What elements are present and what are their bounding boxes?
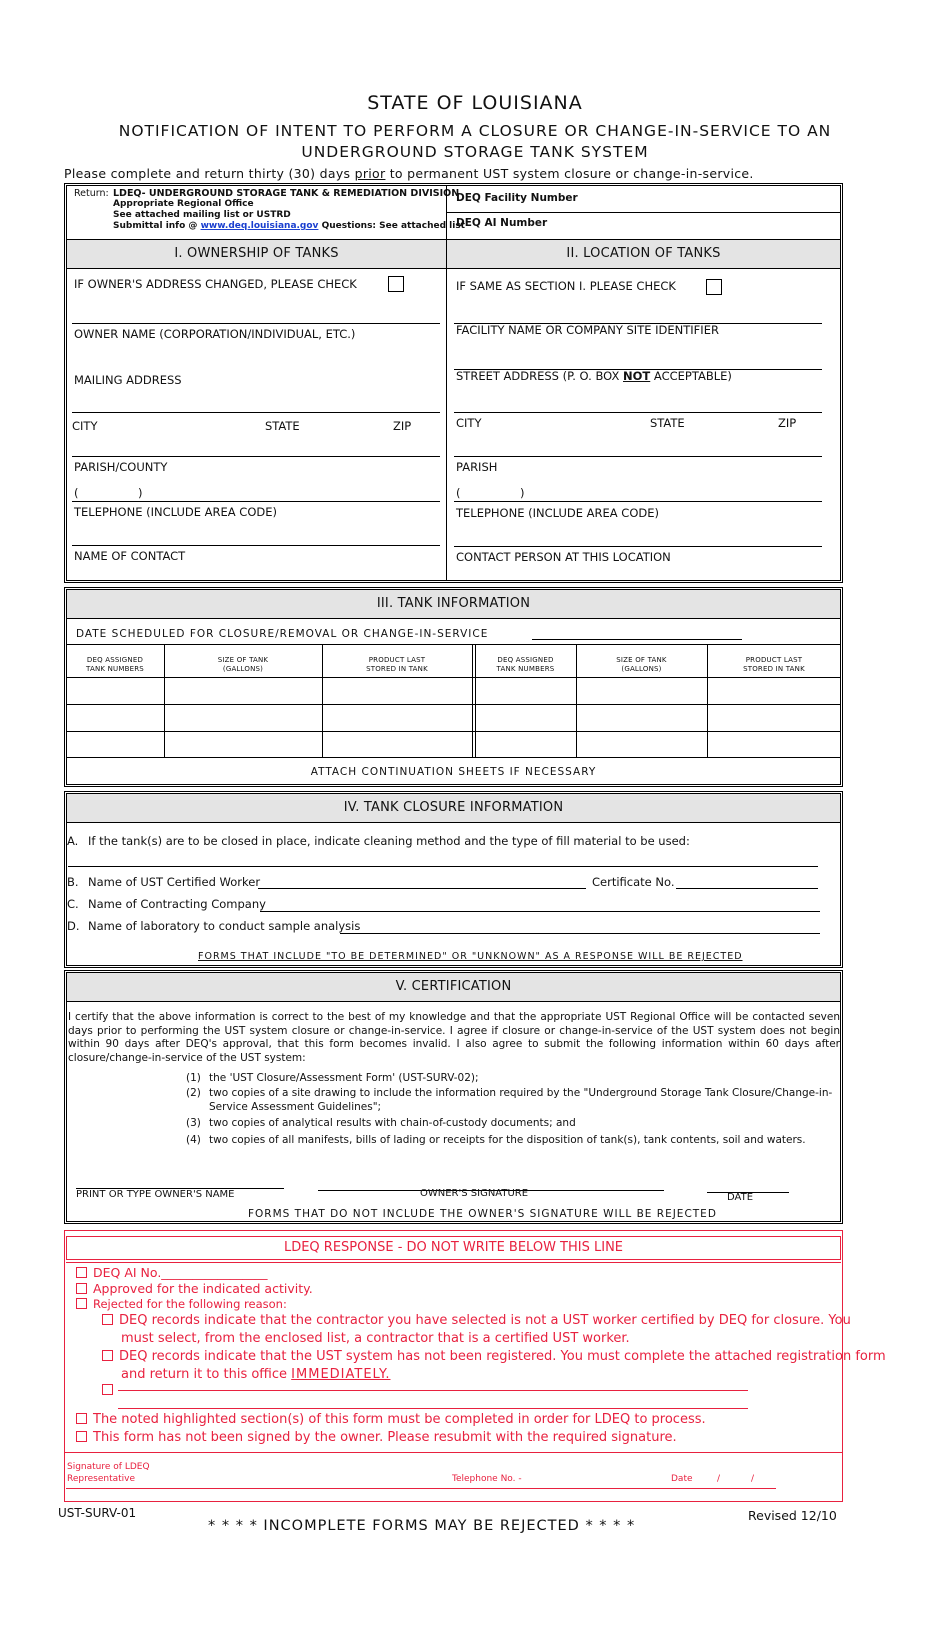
- ldeq-ai-checkbox[interactable]: [76, 1267, 87, 1278]
- street-address-label: [456, 369, 732, 383]
- ldeq-date-slash1: /: [717, 1474, 721, 1484]
- deq-facility-number-label: DEQ Facility Number: [456, 192, 578, 204]
- continuation-note: ATTACH CONTINUATION SHEETS IF NECESSARY: [310, 766, 597, 778]
- ldeq-not-signed: [76, 1430, 677, 1445]
- facility-name-label: FACILITY NAME OR COMPANY SITE IDENTIFIER: [456, 323, 719, 337]
- tbd-rejection-note: FORMS THAT INCLUDE "TO BE DETERMINED" OR "UNKNOWN" AS A RESPONSE WILL BE REJECTED: [198, 951, 743, 962]
- cert-item1: the 'UST Closure/Assessment Form' (UST-SURV-02);: [209, 1072, 479, 1084]
- cert-item2a: two copies of a site drawing to include the information required by the "Underground Storage Tank Closure/Change-in-: [209, 1087, 833, 1099]
- ldeq-not-signed-text: This form has not been signed by the owner. Please resubmit with the required signature.: [93, 1430, 677, 1445]
- street-address-not: NOT: [623, 369, 651, 383]
- section4-heading: IV. TANK CLOSURE INFORMATION: [66, 793, 841, 823]
- ldeq-reason2: [102, 1349, 886, 1364]
- col-size-left: [164, 656, 322, 674]
- cert-item4-num: (4): [186, 1134, 201, 1146]
- ldeq-highlighted: [76, 1412, 706, 1427]
- ldeq-ai-number: [76, 1265, 268, 1280]
- ldeq-reason3-checkbox[interactable]: [102, 1384, 113, 1395]
- street-address-pre: STREET ADDRESS (P. O. BOX: [456, 369, 620, 383]
- cert-item2-num: (2): [186, 1087, 201, 1099]
- revised-date: Revised 12/10: [748, 1508, 837, 1523]
- mailing-address-label: MAILING ADDRESS: [74, 373, 182, 387]
- ldeq-response-heading: LDEQ RESPONSE - DO NOT WRITE BELOW THIS LINE: [283, 1240, 624, 1255]
- ldeq-approved-checkbox[interactable]: [76, 1283, 87, 1294]
- facility-contact-label: CONTACT PERSON AT THIS LOCATION: [456, 550, 671, 564]
- owner-address-changed-checkbox[interactable]: [388, 276, 404, 292]
- tank-table-row-line: [66, 731, 841, 732]
- ldeq-rejected-text: Rejected for the following reason:: [93, 1297, 287, 1311]
- col-deq-line1: DEQ ASSIGNED: [86, 656, 144, 664]
- cert-item4: two copies of all manifests, bills of lading or receipts for the disposition of tank(s), tank contents, soil and waters.: [209, 1134, 806, 1146]
- form-title-line2: UNDERGROUND STORAGE TANK SYSTEM: [301, 143, 649, 161]
- owner-name-label: OWNER NAME (CORPORATION/INDIVIDUAL, ETC.): [74, 327, 356, 341]
- section5-heading: V. CERTIFICATION: [66, 972, 841, 1002]
- certificate-no-field[interactable]: [676, 888, 818, 889]
- owner-phone-field[interactable]: [72, 501, 440, 502]
- ldeq-telephone-label: Telephone No. -: [452, 1474, 522, 1484]
- col-product-left: [322, 656, 472, 674]
- owner-phone-paren-open: (: [74, 486, 79, 500]
- return-office: Appropriate Regional Office: [113, 199, 254, 209]
- signature-date-label: DATE: [727, 1192, 754, 1203]
- ldeq-immediately: IMMEDIATELY.: [291, 1367, 391, 1382]
- facility-zip-label: ZIP: [778, 416, 797, 430]
- col-size-line2: (GALLONS): [222, 665, 264, 673]
- ldeq-heading-underline: [66, 1262, 841, 1263]
- ldeq-signature-field[interactable]: [66, 1488, 776, 1489]
- ldeq-reason2-text: DEQ records indicate that the UST system has not been registered. You must complete the attached registration form: [119, 1349, 886, 1364]
- owner-contact-field[interactable]: [72, 545, 440, 546]
- cert-item3-num: (3): [186, 1117, 201, 1129]
- owner-address-changed-label: IF OWNER'S ADDRESS CHANGED, PLEASE CHECK: [74, 277, 357, 291]
- ldeq-reason3-field2[interactable]: [118, 1408, 748, 1409]
- street-address-underline: [454, 412, 822, 413]
- ldeq-date-label: Date: [671, 1474, 693, 1484]
- return-submittal: [113, 221, 465, 232]
- instruction-prior: prior: [354, 166, 386, 181]
- col-product-right: [707, 656, 841, 674]
- signature-rejection-note: FORMS THAT DO NOT INCLUDE THE OWNER'S SIGNATURE WILL BE REJECTED: [248, 1208, 717, 1220]
- section1-heading: I. OWNERSHIP OF TANKS: [66, 239, 447, 269]
- cert-item2b: Service Assessment Guidelines";: [209, 1101, 382, 1113]
- certificate-no-label: Certificate No.: [592, 875, 675, 889]
- print-owner-name-label: PRINT OR TYPE OWNER'S NAME: [76, 1189, 235, 1200]
- facility-city-state-zip-field[interactable]: [454, 456, 822, 457]
- item-b-letter: B.: [67, 875, 79, 889]
- col-deq-line2: TANK NUMBERS: [496, 665, 555, 673]
- certified-worker-field[interactable]: [258, 888, 586, 889]
- section3-heading: III. TANK INFORMATION: [66, 589, 841, 619]
- ldeq-approved-text: Approved for the indicated activity.: [93, 1281, 313, 1296]
- same-as-section1-label: IF SAME AS SECTION I. PLEASE CHECK: [456, 279, 676, 293]
- instruction-text-post: to permanent UST system closure or change-in-service.: [389, 166, 754, 181]
- facility-parish-label: PARISH: [456, 460, 498, 474]
- deq-website-link[interactable]: www.deq.louisiana.gov: [200, 221, 319, 231]
- ldeq-reason1-checkbox[interactable]: [102, 1314, 113, 1325]
- return-mailing: See attached mailing list or USTRD: [113, 210, 291, 220]
- form-state-title: STATE OF LOUISIANA: [367, 92, 583, 114]
- owner-name-field[interactable]: [72, 323, 440, 324]
- questions-label: Questions: See attached list: [321, 221, 465, 231]
- item-b-text: Name of UST Certified Worker: [88, 875, 261, 889]
- ldeq-reason3: [102, 1382, 119, 1397]
- incomplete-forms-warning: * * * * INCOMPLETE FORMS MAY BE REJECTED * * * *: [208, 1518, 636, 1534]
- facility-city-label: CITY: [456, 416, 482, 430]
- contracting-company-field[interactable]: [260, 911, 820, 912]
- col-product-line1: PRODUCT LAST: [368, 656, 426, 664]
- return-label: Return:: [74, 188, 109, 199]
- submittal-label: Submittal info @: [113, 221, 198, 231]
- owner-parish-label: PARISH/COUNTY: [74, 460, 168, 474]
- item-d-letter: D.: [67, 919, 80, 933]
- owner-state-label: STATE: [265, 419, 300, 433]
- item-c-letter: C.: [67, 897, 79, 911]
- ldeq-reason1-text: DEQ records indicate that the contractor you have selected is not a UST worker certified by DEQ for closure. You: [119, 1313, 851, 1328]
- ldeq-approved: [76, 1281, 313, 1296]
- tank-table-col-line: [472, 644, 473, 758]
- facility-phone-paren-close: ): [520, 486, 525, 500]
- cert-item3: two copies of analytical results with chain-of-custody documents; and: [209, 1117, 576, 1129]
- cert-item1-num: (1): [186, 1072, 201, 1084]
- facility-contact-field[interactable]: [454, 546, 822, 547]
- laboratory-field[interactable]: [340, 933, 820, 934]
- col-size-line1: SIZE OF TANK: [217, 656, 269, 664]
- item-a-text: If the tank(s) are to be closed in place, indicate cleaning method and the type of fill material to be used:: [88, 834, 690, 848]
- owner-signature-label: OWNER'S SIGNATURE: [420, 1188, 529, 1199]
- item-a-letter: A.: [67, 834, 79, 848]
- item-d-text: Name of laboratory to conduct sample analysis: [88, 919, 361, 933]
- ldeq-date-slash2: /: [751, 1474, 755, 1484]
- facility-phone-field[interactable]: [454, 501, 822, 502]
- date-scheduled-field[interactable]: [532, 639, 742, 640]
- instruction-text: Please complete and return thirty (30) days: [64, 166, 351, 181]
- col-product-line1: PRODUCT LAST: [745, 656, 803, 664]
- ldeq-not-signed-checkbox[interactable]: [76, 1431, 87, 1442]
- col-product-line2: STORED IN TANK: [743, 665, 805, 673]
- owner-telephone-label: TELEPHONE (INCLUDE AREA CODE): [74, 505, 277, 519]
- ldeq-reason2-checkbox[interactable]: [102, 1350, 113, 1361]
- ldeq-ai-text: DEQ AI No._________________: [93, 1265, 268, 1280]
- return-division: LDEQ- UNDERGROUND STORAGE TANK & REMEDIATION DIVISION: [113, 188, 460, 199]
- form-title: [0, 121, 950, 163]
- owner-city-state-zip-field[interactable]: [72, 456, 440, 457]
- owner-city-label: CITY: [72, 419, 98, 433]
- ldeq-highlighted-checkbox[interactable]: [76, 1413, 87, 1424]
- tank-table-row-line: [66, 704, 841, 705]
- form-instructions: [64, 166, 914, 181]
- form-title-line1: NOTIFICATION OF INTENT TO PERFORM A CLOSURE OR CHANGE-IN-SERVICE TO AN: [118, 122, 832, 140]
- owner-zip-label: ZIP: [393, 419, 412, 433]
- item-c-text: Name of Contracting Company: [88, 897, 266, 911]
- ldeq-divider: [64, 1452, 843, 1453]
- col-deq-tank-numbers-left: [66, 656, 164, 674]
- facility-telephone-label: TELEPHONE (INCLUDE AREA CODE): [456, 506, 659, 520]
- deq-ai-number-label: DEQ AI Number: [456, 217, 548, 229]
- form-id: UST-SURV-01: [58, 1506, 137, 1520]
- ldeq-signature-label1: Signature of LDEQ: [67, 1462, 150, 1472]
- facility-number-line: [446, 212, 841, 213]
- ldeq-rejected-checkbox[interactable]: [76, 1298, 87, 1309]
- street-address-post: ACCEPTABLE): [653, 369, 732, 383]
- owner-contact-label: NAME OF CONTACT: [74, 549, 186, 563]
- section2-heading: II. LOCATION OF TANKS: [446, 239, 841, 269]
- ldeq-highlighted-text: The noted highlighted section(s) of this form must be completed in order for LDEQ to process.: [93, 1412, 706, 1427]
- tank-table-row-line: [66, 677, 841, 678]
- ldeq-reason3-field[interactable]: [118, 1390, 748, 1391]
- mailing-address-field[interactable]: [72, 412, 440, 413]
- owner-phone-paren-close: ): [138, 486, 143, 500]
- ldeq-reason2b: [121, 1367, 391, 1382]
- facility-phone-paren-open: (: [456, 486, 461, 500]
- col-size-line1: SIZE OF TANK: [616, 656, 667, 664]
- ldeq-reason1: [102, 1313, 851, 1328]
- certification-paragraph: I certify that the above information is correct to the best of my knowledge and that the appropriate UST Regional Office will be contacted seven days prior to performing the UST system closure or change-in-service. I agree if closure or change-in-service of the UST system does not begin within 90 days after DEQ's approval, that this form becomes invalid. I also agree to submit the following information within 60 days after closure/change-in-service of the UST system:: [68, 1011, 840, 1064]
- col-product-line2: STORED IN TANK: [366, 665, 428, 673]
- col-deq-line2: TANK NUMBERS: [86, 665, 144, 673]
- col-deq-line1: DEQ ASSIGNED: [497, 656, 554, 664]
- col-size-right: [576, 656, 707, 674]
- same-as-section1-checkbox[interactable]: [706, 279, 722, 295]
- ldeq-signature-label2: Representative: [67, 1474, 136, 1484]
- date-scheduled-label: DATE SCHEDULED FOR CLOSURE/REMOVAL OR CHANGE-IN-SERVICE: [76, 628, 489, 640]
- col-size-line2: (GALLONS): [621, 665, 662, 673]
- facility-state-label: STATE: [650, 416, 685, 430]
- ldeq-rejected: [76, 1297, 287, 1311]
- ldeq-reason2b-text: and return it to this office: [121, 1367, 288, 1382]
- item-a-field[interactable]: [68, 866, 818, 867]
- col-deq-tank-numbers-right: [475, 656, 576, 674]
- ldeq-reason1b: must select, from the enclosed list, a contractor that is a certified UST worker.: [121, 1331, 630, 1346]
